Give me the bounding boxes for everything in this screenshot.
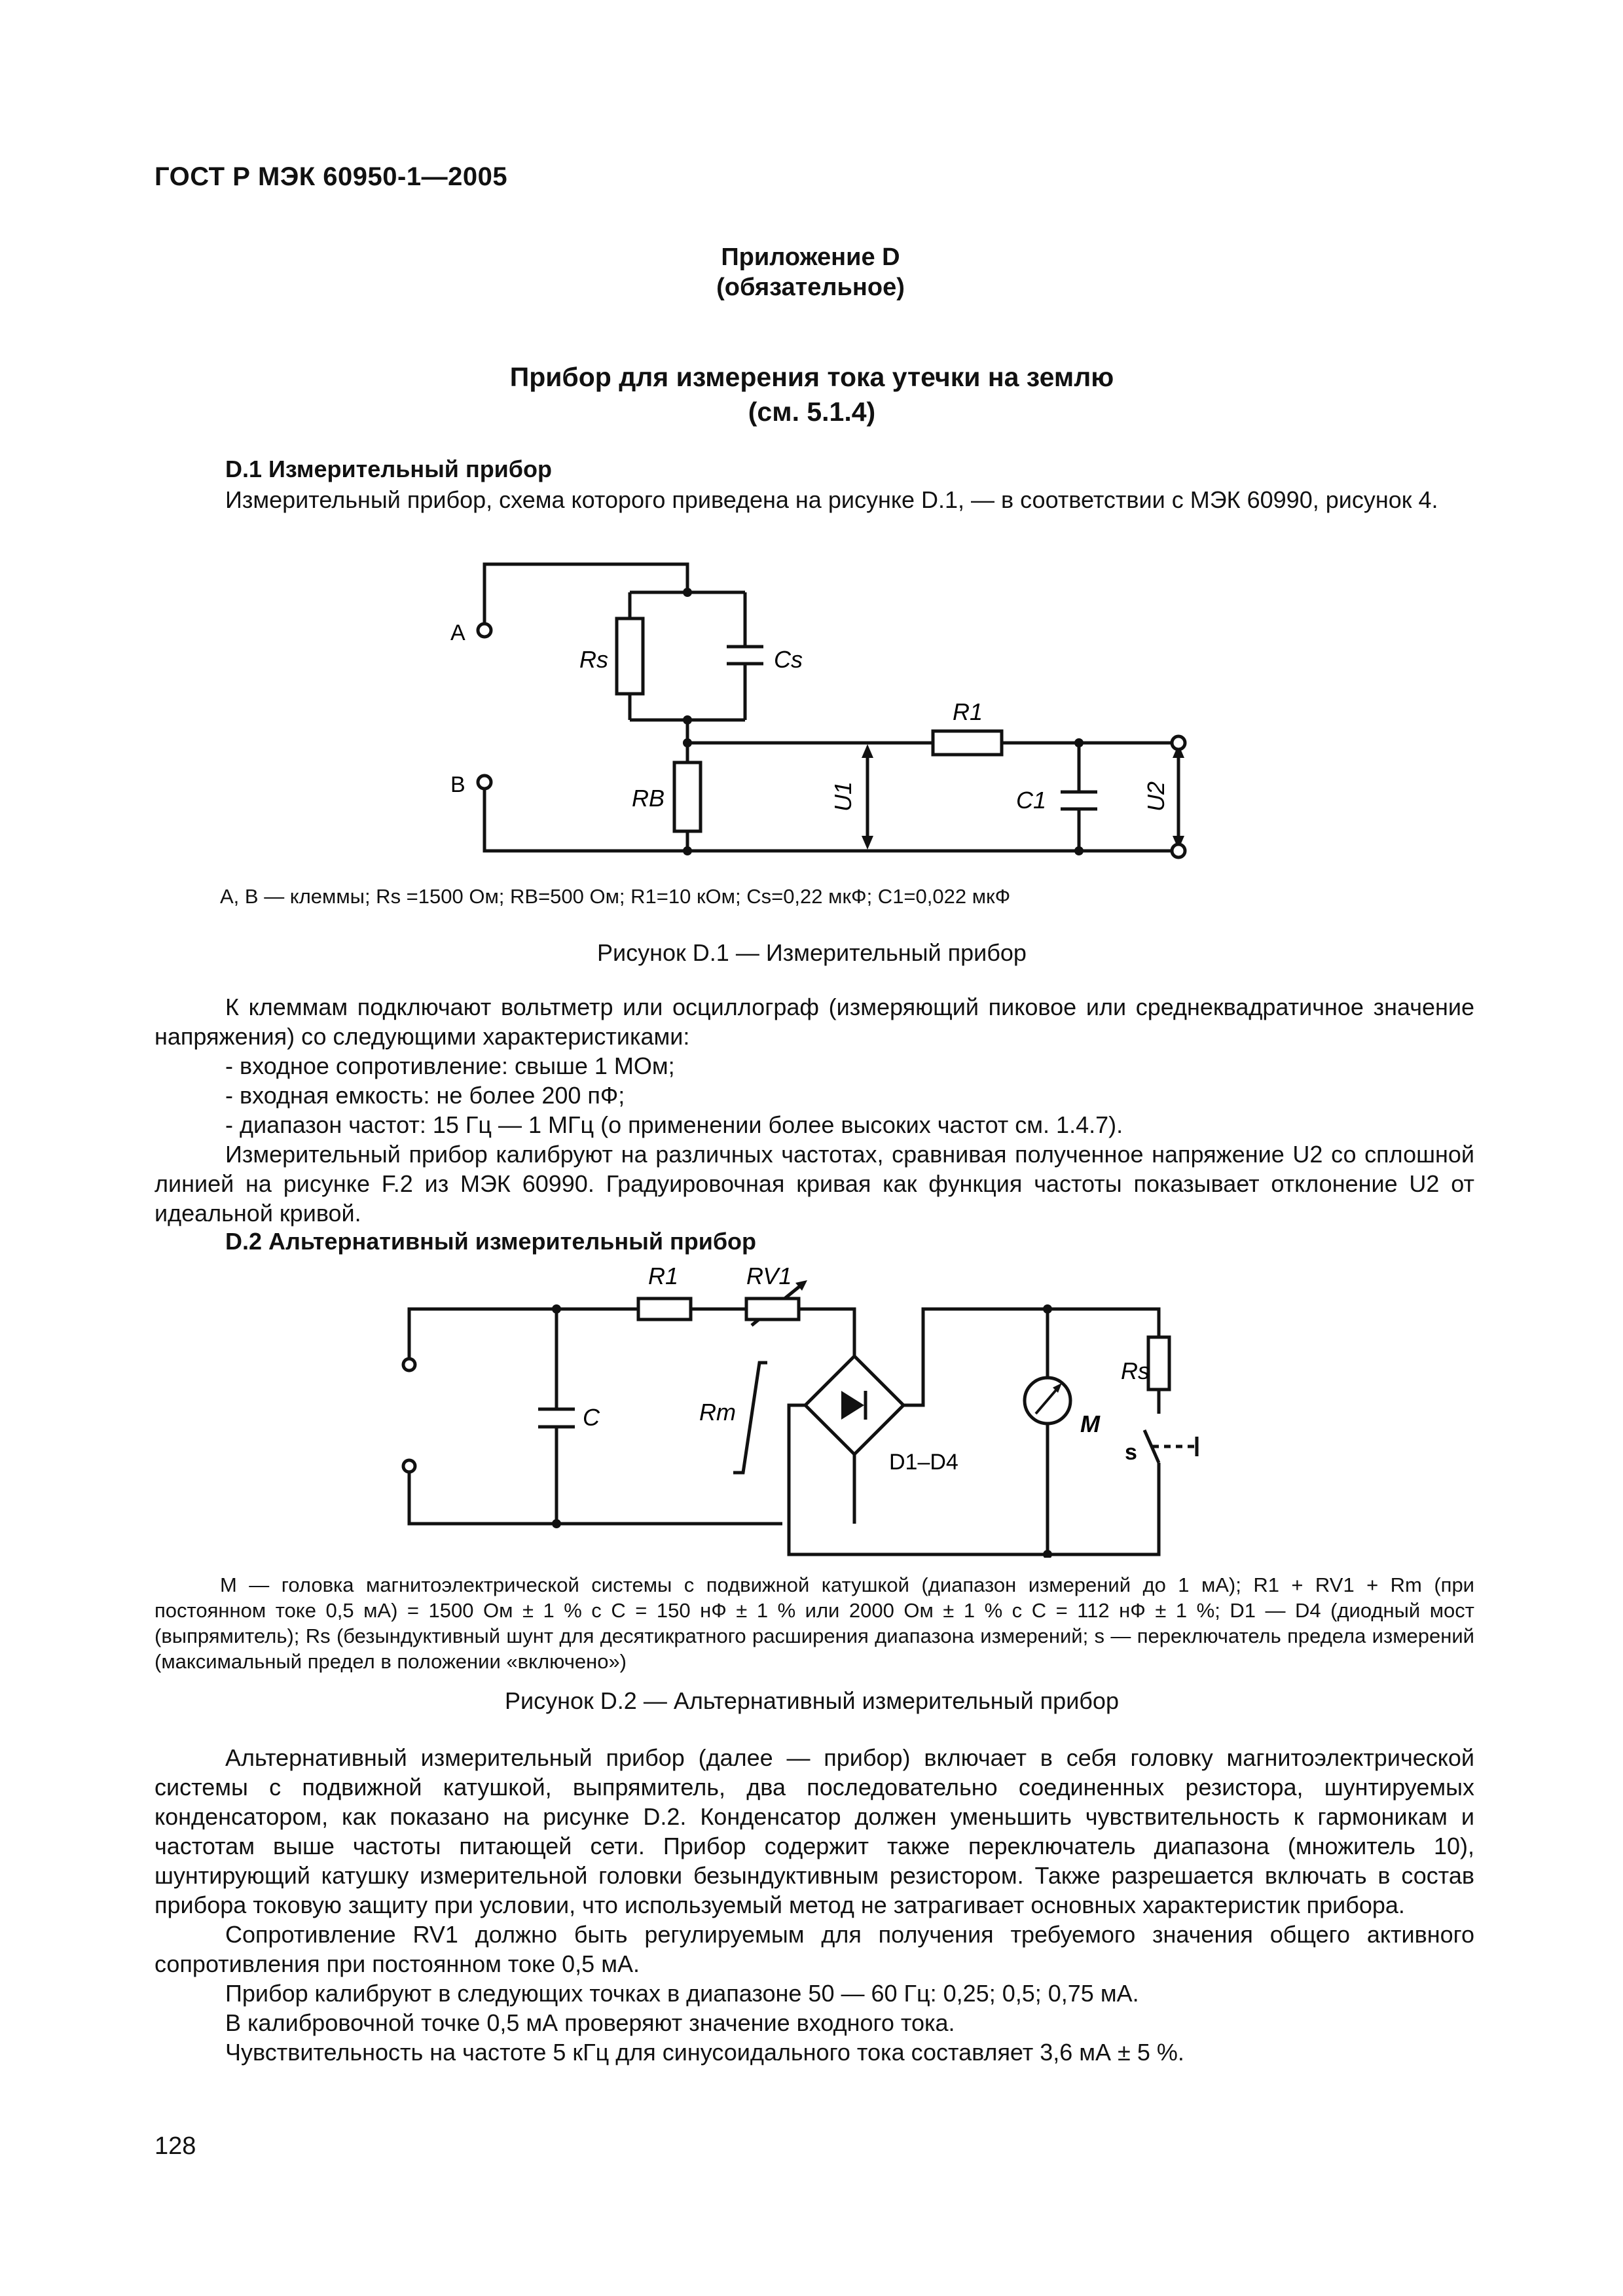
d2-paragraph-2: Сопротивление RV1 должно быть регулируемым для получения требуемого значения общего активного сопротивления при постоянном токе 0,5 мА. [155,1921,1474,1977]
d1-list-item: - входное сопротивление: свыше 1 МОм; [225,1052,675,1079]
d2-paragraph-1: Альтернативный измерительный прибор (далее — прибор) включает в себя головку магнитоэлектрической системы с подвижной катушкой, выпрямитель, два последовательно соединенных резистора, шунтируемых конденсатором, как показано на рисунке D.2. Конденсатор должен уменьшить чувствительность к гармоникам и частотам выше частоты питающей сети. Прибор содержит также переключатель диапазона (множитель 10), шунтирующий катушку измерительной головки безындуктивным резистором. Также разрешается включать в состав прибора токовую защиту при условии, что используемый метод не затрагивает основных характеристик прибора. [155,1744,1474,1918]
document-code: ГОСТ Р МЭК 60950-1—2005 [155,162,508,191]
d2-paragraph-4: В калибровочной точке 0,5 мА проверяют значение входного тока. [225,2009,955,2036]
figure-d2-caption: Рисунок D.2 — Альтернативный измерительный прибор [505,1687,1119,1714]
d2-rs-label: Rs [1121,1357,1150,1384]
rs-label: Rs [579,646,608,673]
d2-rv1-label: RV1 [746,1263,792,1289]
annex-title: Приложение D [721,243,900,271]
section-d1-intro: Измерительный прибор, схема которого приведена на рисунке D.1, — в соответствии с МЭК 60990, рисунок 4. [225,486,1438,513]
d2-rm-label: Rm [699,1399,736,1426]
d1-paragraph-2: Измерительный прибор калибруют на различных частотах, сравнивая полученное напряжение U2 со сплошной линией на рисунке F.2 из МЭК 60990. Градуировочная кривая как функция частоты показывает отклонение U2 от идеальной кривой. [155,1141,1474,1227]
r1-label: R1 [953,698,983,725]
d2-m-label: M [1080,1410,1100,1437]
d1-list-item: - входная емкость: не более 200 пФ; [225,1082,625,1109]
d2-paragraph-5: Чувствительность на частоте 5 кГц для синусоидального тока составляет 3,6 мА ± 5 %. [225,2039,1184,2066]
d2-r1-label: R1 [648,1263,679,1289]
figure-d1-schematic [393,550,1205,864]
page-title: Прибор для измерения тока утечки на землю [509,362,1114,392]
d1-paragraph-1: К клеммам подключают вольтметр или осциллограф (измеряющий пиковое или среднеквадратичное значение напряжения) со следующими характеристиками: [155,994,1474,1050]
figure-d2-legend: M — головка магнитоэлектрической системы с подвижной катушкой (диапазон измерений до 1 мА); R1 + RV1 + Rm (при постоянном токе 0,5 мА) = 1500 Ом ± 1 % с C = 150 нФ ± 1 % или 2000 Ом ± 1 % с C = 112 нФ ± 1 %; D1 — D4 (диодный мост (выпрямитель); Rs (безындуктивный шунт для десятикратного расширения диапазона измерений; s — переключатель предела измерений (максимальный предел в положении «включено») [155,1573,1474,1673]
page-title-reference: (см. 5.1.4) [748,397,876,427]
annex-status: (обязательное) [716,274,905,301]
cs-label: Cs [774,646,803,673]
section-d1-heading: D.1 Измерительный прибор [225,456,553,482]
c1-label: C1 [1016,787,1047,814]
figure-d1-legend: A, B — клеммы; Rs =1500 Ом; RB=500 Ом; R1=10 кОм; Cs=0,22 мкФ; C1=0,022 мкФ [220,885,1011,908]
figure-d2-schematic [386,1257,1211,1558]
d2-c-label: C [583,1404,600,1431]
u1-label: U1 [830,781,856,812]
page-number: 128 [155,2132,196,2160]
figure-d1-caption: Рисунок D.1 — Измерительный прибор [597,939,1027,966]
rb-label: RB [632,785,665,812]
d2-s-label: s [1125,1440,1137,1465]
d1-list-item: - диапазон частот: 15 Гц — 1 МГц (о применении более высоких частот см. 1.4.7). [225,1111,1123,1138]
d2-paragraph-3: Прибор калибруют в следующих точках в диапазоне 50 — 60 Гц: 0,25; 0,5; 0,75 мА. [225,1980,1139,2007]
terminal-b-label: B [450,772,465,797]
terminal-a-label: A [450,620,465,645]
section-d2-heading: D.2 Альтернативный измерительный прибор [225,1228,757,1255]
u2-label: U2 [1142,781,1169,812]
d2-diodes-label: D1–D4 [889,1450,958,1475]
